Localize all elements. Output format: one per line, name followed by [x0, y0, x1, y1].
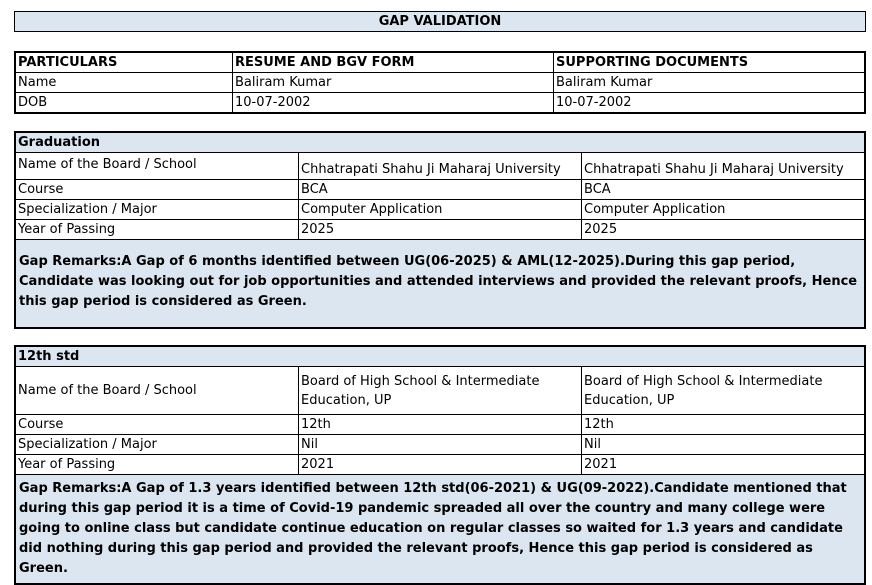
row-label: Name [16, 73, 233, 93]
table-row [16, 200, 865, 220]
row-label: Name of the Board / School [16, 153, 299, 180]
table-row [16, 180, 865, 200]
row-label: Course [16, 180, 299, 200]
graduation-table [14, 131, 866, 329]
resume-value: Computer Application [299, 200, 582, 220]
resume-value: BCA [299, 180, 582, 200]
table-row [16, 93, 865, 113]
table-row [16, 220, 865, 240]
resume-value: 12th [299, 415, 582, 435]
row-label: Specialization / Major [16, 200, 299, 220]
resume-value: Nil [299, 435, 582, 455]
document-value: BCA [582, 180, 865, 200]
resume-value: 2021 [299, 455, 582, 475]
row-label: Year of Passing [16, 455, 299, 475]
section-heading-row [16, 347, 865, 367]
document-value: Nil [582, 435, 865, 455]
document-value: 2021 [582, 455, 865, 475]
document-value: 10-07-2002 [554, 93, 865, 113]
resume-value: 10-07-2002 [233, 93, 554, 113]
table-row [16, 367, 865, 415]
personal-details-table [14, 51, 866, 114]
header-resume-bgv: RESUME AND BGV FORM [233, 53, 554, 73]
table-row [16, 73, 865, 93]
table-row [16, 153, 865, 180]
page-title: GAP VALIDATION [14, 11, 866, 32]
table-row [16, 455, 865, 475]
document-value: 2025 [582, 220, 865, 240]
row-label: DOB [16, 93, 233, 113]
table-row [16, 415, 865, 435]
row-label: Specialization / Major [16, 435, 299, 455]
resume-value: Baliram Kumar [233, 73, 554, 93]
table-header-row [16, 53, 865, 73]
row-label: Year of Passing [16, 220, 299, 240]
resume-value: Chhatrapati Shahu Ji Maharaj University [299, 153, 582, 180]
table-row [16, 435, 865, 455]
document-value: Chhatrapati Shahu Ji Maharaj University [582, 153, 865, 180]
document-value: Computer Application [582, 200, 865, 220]
document-value: Baliram Kumar [554, 73, 865, 93]
remarks-row [16, 240, 865, 328]
section-heading-row [16, 133, 865, 153]
document-value: 12th [582, 415, 865, 435]
row-label: Name of the Board / School [16, 367, 299, 415]
header-supporting-docs: SUPPORTING DOCUMENTS [554, 53, 865, 73]
resume-value: 2025 [299, 220, 582, 240]
document-value: Board of High School & Intermediate Education, UP [582, 367, 865, 415]
remarks-row [16, 475, 865, 584]
row-label: Course [16, 415, 299, 435]
section-heading: 12th std [16, 347, 865, 367]
resume-value: Board of High School & Intermediate Education, UP [299, 367, 582, 415]
gap-remarks: Gap Remarks:A Gap of 1.3 years identified between 12th std(06-2021) & UG(09-2022).Candidate mentioned that during this gap period it is a time of Covid-19 pandemic spreaded all over the country and many college were going to online class but candidate continue education on regular classes so waited for 1.3 years and candidate did nothing during this gap period and provided the relevant proofs, Hence this gap period is considered as Green. [16, 475, 865, 584]
gap-remarks: Gap Remarks:A Gap of 6 months identified between UG(06-2025) & AML(12-2025).During this gap period, Candidate was looking out for job opportunities and attended interviews and provided the relevant proofs, Hence this gap period is considered as Green. [16, 240, 865, 328]
section-heading: Graduation [16, 133, 865, 153]
header-particulars: PARTICULARS [16, 53, 233, 73]
twelfth-std-table [14, 345, 866, 585]
